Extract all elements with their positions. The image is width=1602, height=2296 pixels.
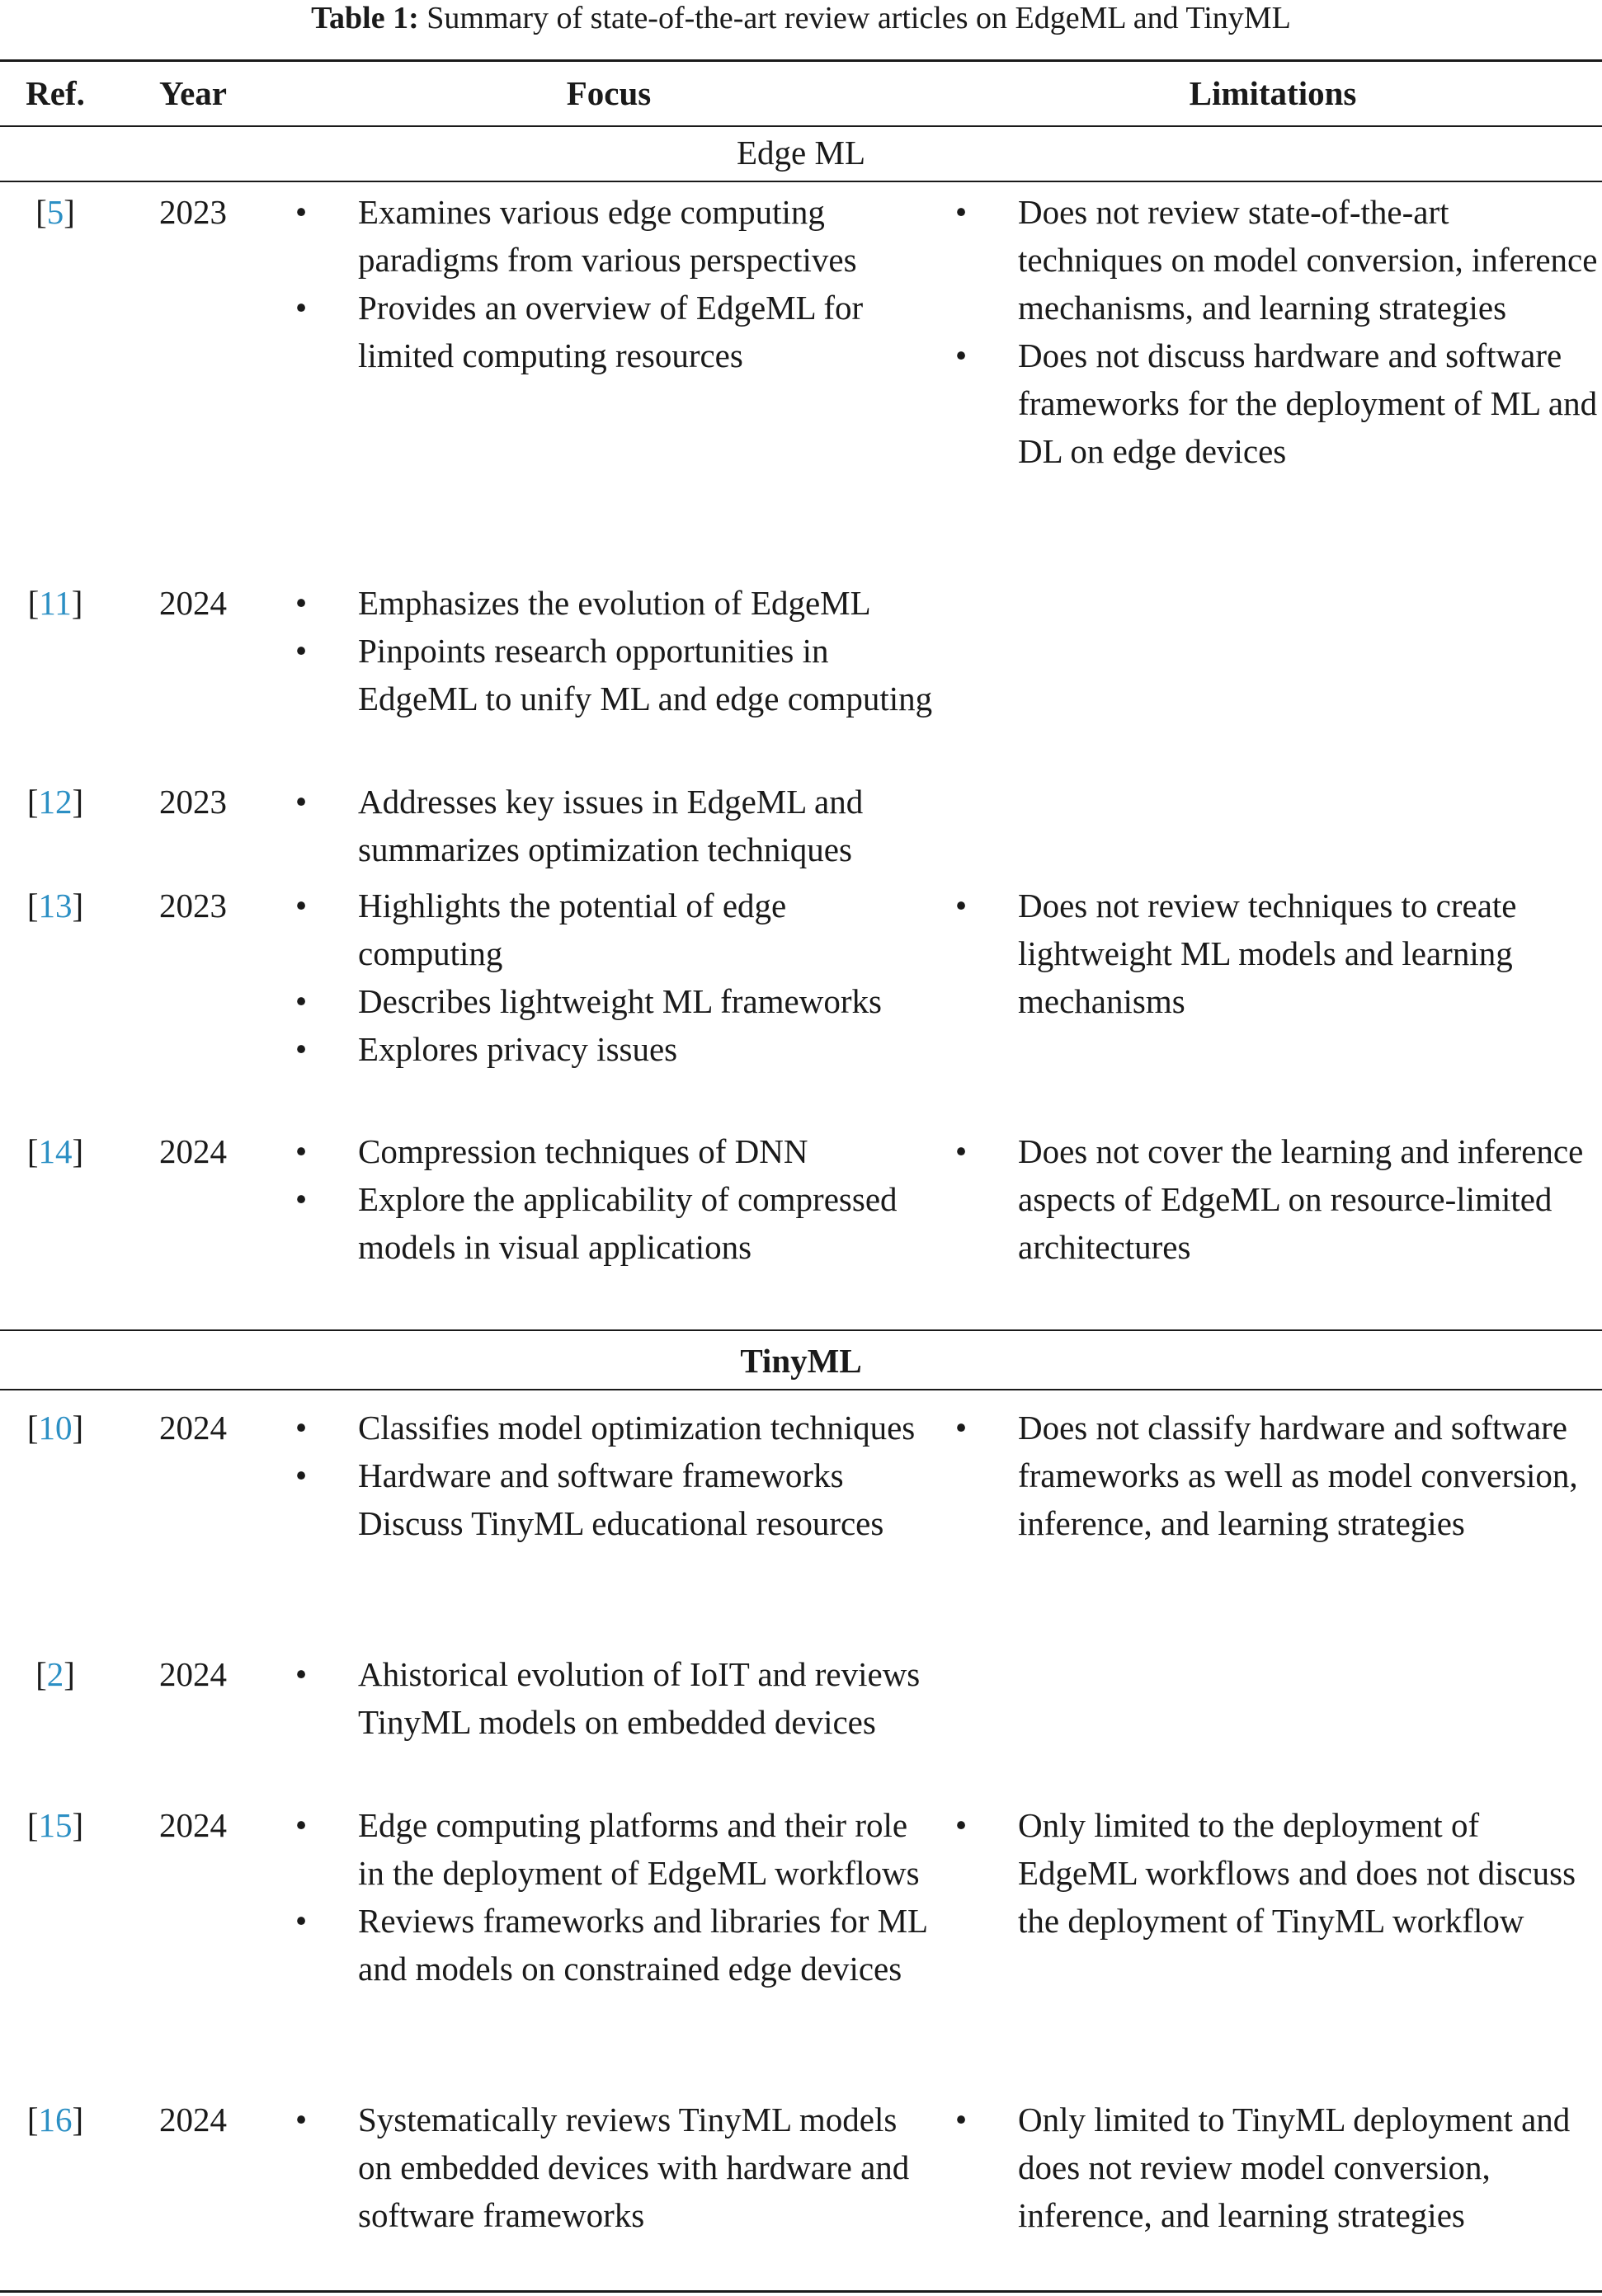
ref-bracket-close: ]	[72, 783, 84, 821]
limitation-item	[947, 1127, 1599, 1271]
limitations-cell	[947, 188, 1599, 475]
year-cell: 2024	[159, 584, 227, 622]
ref-cell	[0, 2096, 111, 2143]
ref-bracket-close: ]	[64, 1655, 75, 1693]
limitations-cell	[947, 1404, 1599, 1547]
year-cell: 2024	[159, 2101, 227, 2138]
focus-item	[287, 1175, 939, 1271]
ref-bracket-open: [	[35, 193, 47, 231]
focus-item	[287, 627, 939, 722]
bullet-icon: •	[294, 1030, 308, 1068]
bullet-icon: •	[294, 1902, 308, 1940]
limitation-item	[947, 882, 1599, 1025]
focus-item-text: Classifies model optimization techniques	[358, 1409, 916, 1447]
caption-label: Table 1:	[311, 1, 419, 35]
focus-item-text: Systematically reviews TinyML models on embedded devices with hardware and software frameworks	[358, 2101, 910, 2234]
focus-item-text: Explore the applicability of compressed models in visual applications	[358, 1180, 898, 1266]
focus-item	[287, 882, 939, 977]
limitations-cell	[947, 2096, 1599, 2239]
ref-cell	[0, 1801, 111, 1849]
year-cell: 2024	[159, 1655, 227, 1693]
limitation-item	[947, 1801, 1599, 1945]
ref-link[interactable]: 12	[38, 783, 73, 821]
year-cell: 2024	[159, 1409, 227, 1447]
caption-text: Summary of state-of-the-art review articles on EdgeML and TinyML	[426, 1, 1291, 35]
focus-item-text: Pinpoints research opportunities in EdgeML to unify ML and edge computing	[358, 632, 933, 718]
limitation-item-text: Does not cover the learning and inference aspects of EdgeML on resource-limited architectures	[1018, 1132, 1584, 1266]
ref-bracket-close: ]	[72, 1409, 84, 1447]
focus-item	[287, 1897, 939, 1993]
focus-item	[287, 1127, 939, 1175]
ref-bracket-open: [	[26, 2101, 39, 2138]
limitation-item	[947, 188, 1599, 332]
bullet-icon: •	[954, 1409, 968, 1447]
bullet-icon: •	[954, 193, 968, 231]
ref-bracket-close: ]	[72, 2101, 84, 2138]
section-rule-tinyml	[0, 1389, 1602, 1390]
ref-bracket-close: ]	[72, 1132, 84, 1170]
limitation-item-text: Does not review state-of-the-art techniques on model conversion, inference mechanisms, and learning strategies	[1018, 193, 1598, 327]
ref-bracket-close: ]	[72, 1806, 84, 1844]
header-limitations: Limitations	[1189, 74, 1357, 112]
ref-bracket-open: [	[26, 887, 39, 925]
bullet-icon: •	[954, 336, 968, 374]
focus-cell	[287, 778, 939, 873]
limitation-item-text: Does not classify hardware and software frameworks as well as model conversion, inference, and learning strategies	[1018, 1409, 1578, 1542]
focus-cell	[287, 1801, 939, 1993]
limitation-item	[947, 332, 1599, 475]
year-cell: 2023	[159, 193, 227, 231]
ref-bracket-close: ]	[72, 887, 84, 925]
limitation-item-text: Does not discuss hardware and software frameworks for the deployment of ML and DL on edge devices	[1018, 336, 1598, 470]
mid-rule	[0, 1329, 1602, 1331]
focus-cell	[287, 579, 939, 722]
bottom-rule	[0, 2290, 1602, 2293]
focus-item-text: Addresses key issues in EdgeML and summarizes optimization techniques	[358, 783, 864, 868]
bullet-icon: •	[294, 1132, 308, 1170]
bullet-icon: •	[294, 1180, 308, 1218]
bullet-icon: •	[954, 1132, 968, 1170]
focus-item-text: Ahistorical evolution of IoIT and reviews TinyML models on embedded devices	[358, 1655, 921, 1741]
bullet-icon: •	[294, 2101, 308, 2138]
ref-link[interactable]: 5	[46, 193, 64, 231]
focus-item	[287, 778, 939, 873]
ref-bracket-open: [	[26, 783, 39, 821]
focus-item-text: Highlights the potential of edge computing	[358, 887, 787, 972]
ref-cell	[0, 188, 111, 236]
focus-item	[287, 188, 939, 284]
focus-item-text: Compression techniques of DNN	[358, 1132, 808, 1170]
header-focus: Focus	[566, 74, 652, 112]
year-cell: 2024	[159, 1132, 227, 1170]
bullet-icon: •	[294, 584, 308, 622]
bullet-icon: •	[294, 1655, 308, 1693]
bullet-icon: •	[294, 289, 308, 327]
ref-cell	[0, 882, 111, 929]
ref-bracket-open: [	[26, 1132, 39, 1170]
bullet-icon: •	[294, 1806, 308, 1844]
focus-item	[287, 1451, 939, 1547]
focus-cell	[287, 188, 939, 379]
focus-item-text: Emphasizes the evolution of EdgeML	[358, 584, 871, 622]
ref-link[interactable]: 2	[46, 1655, 64, 1693]
focus-item	[287, 1404, 939, 1451]
year-cell: 2024	[159, 1806, 227, 1844]
focus-item-text: Hardware and software frameworks Discuss TinyML educational resources	[358, 1456, 884, 1542]
ref-cell	[0, 1404, 111, 1451]
focus-item	[287, 977, 939, 1025]
ref-bracket-close: ]	[71, 584, 83, 622]
year-cell: 2023	[159, 783, 227, 821]
ref-link[interactable]: 13	[38, 887, 73, 925]
focus-item	[287, 1025, 939, 1073]
ref-bracket-open: [	[35, 1655, 47, 1693]
limitation-item	[947, 2096, 1599, 2239]
bullet-icon: •	[294, 783, 308, 821]
ref-link[interactable]: 14	[38, 1132, 73, 1170]
focus-item	[287, 2096, 939, 2239]
ref-cell	[0, 1127, 111, 1175]
bullet-icon: •	[294, 193, 308, 231]
limitation-item	[947, 1404, 1599, 1547]
bullet-icon: •	[954, 1806, 968, 1844]
limitation-item-text: Only limited to the deployment of EdgeML workflows and does not discuss the deployment of TinyML workflow	[1018, 1806, 1576, 1940]
focus-cell	[287, 2096, 939, 2239]
focus-cell	[287, 1404, 939, 1547]
year-cell: 2023	[159, 887, 227, 925]
top-rule	[0, 59, 1602, 62]
section-title-edgeml: Edge ML	[737, 134, 865, 172]
section-title-tinyml: TinyML	[740, 1342, 862, 1380]
bullet-icon: •	[954, 2101, 968, 2138]
focus-cell	[287, 1127, 939, 1271]
ref-link[interactable]: 16	[38, 2101, 73, 2138]
bullet-icon: •	[294, 1456, 308, 1494]
focus-cell	[287, 882, 939, 1073]
limitation-item-text: Only limited to TinyML deployment and does not review model conversion, inference, and learning strategies	[1018, 2101, 1571, 2234]
limitations-cell	[947, 1801, 1599, 1945]
bullet-icon: •	[294, 1409, 308, 1447]
header-year: Year	[159, 74, 227, 112]
limitation-item-text: Does not review techniques to create lightweight ML models and learning mechanisms	[1018, 887, 1517, 1020]
bullet-icon: •	[954, 887, 968, 925]
focus-item-text: Explores privacy issues	[358, 1030, 678, 1068]
ref-cell	[0, 1650, 111, 1698]
ref-link[interactable]: 15	[38, 1806, 73, 1844]
bullet-icon: •	[294, 632, 308, 670]
ref-bracket-open: [	[26, 1409, 39, 1447]
ref-bracket-close: ]	[64, 193, 75, 231]
focus-item-text: Examines various edge computing paradigms from various perspectives	[358, 193, 857, 279]
section-rule-edgeml	[0, 181, 1602, 182]
header-ref: Ref.	[26, 74, 85, 112]
focus-cell	[287, 1650, 939, 1746]
ref-bracket-open: [	[26, 1806, 39, 1844]
limitations-cell	[947, 1127, 1599, 1271]
focus-item	[287, 1650, 939, 1746]
ref-link[interactable]: 11	[39, 584, 72, 622]
focus-item	[287, 1801, 939, 1897]
table-caption	[0, 0, 1602, 38]
bullet-icon: •	[294, 982, 308, 1020]
limitations-cell	[947, 882, 1599, 1025]
ref-link[interactable]: 10	[38, 1409, 73, 1447]
focus-item-text: Edge computing platforms and their role in the deployment of EdgeML workflows	[358, 1806, 920, 1892]
focus-item-text: Describes lightweight ML frameworks	[358, 982, 882, 1020]
focus-item-text: Reviews frameworks and libraries for ML and models on constrained edge devices	[358, 1902, 927, 1988]
ref-cell	[0, 579, 111, 627]
ref-bracket-open: [	[27, 584, 40, 622]
focus-item-text: Provides an overview of EdgeML for limited computing resources	[358, 289, 864, 374]
ref-cell	[0, 778, 111, 826]
bullet-icon: •	[294, 887, 308, 925]
header-rule	[0, 125, 1602, 127]
focus-item	[287, 579, 939, 627]
focus-item	[287, 284, 939, 379]
